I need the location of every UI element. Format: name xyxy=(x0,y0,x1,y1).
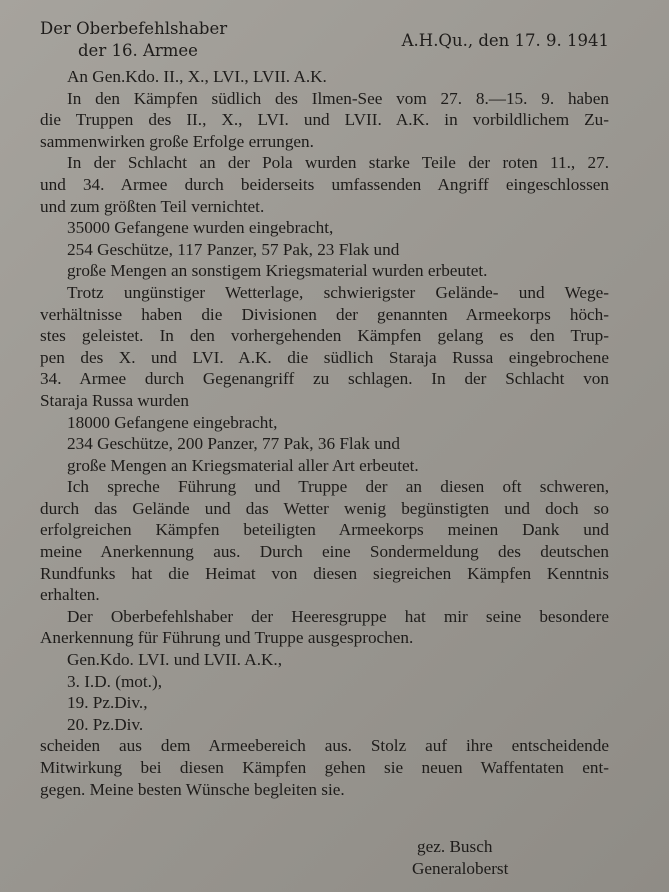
letter-body xyxy=(40,66,609,800)
text-line: In den Kämpfen südlich des Ilmen-See vom 27. 8.—15. 9. haben xyxy=(67,88,609,108)
text-line: 19. Pz.Div., xyxy=(67,693,148,713)
text-line: Gen.Kdo. LVI. und LVII. A.K., xyxy=(67,650,282,670)
text-line: stes geleistet. In den vorhergehenden Kämpfen gelang es den Trup- xyxy=(40,326,609,346)
letter-header xyxy=(40,18,609,66)
text-line: und 34. Armee durch beiderseits umfassenden Angriff eingeschlossen xyxy=(40,174,609,194)
text-line: große Mengen an Kriegsmaterial aller Art erbeutet. xyxy=(67,455,419,475)
text-line: die Truppen des II., X., LVI. und LVII. A.K. in vorbildlichem Zu- xyxy=(40,110,609,130)
text-line: meine Anerkennung aus. Durch eine Sondermeldung des deutschen xyxy=(40,542,609,562)
text-line: erhalten. xyxy=(40,585,100,605)
text-line: Anerkennung für Führung und Truppe ausgesprochen. xyxy=(40,628,414,648)
text-line: 34. Armee durch Gegenangriff zu schlagen. In der Schlacht von xyxy=(40,369,609,389)
signature-name: gez. Busch xyxy=(417,837,493,856)
text-line: 234 Geschütze, 200 Panzer, 77 Pak, 36 Flak und xyxy=(67,434,400,454)
dateline: A.H.Qu., den 17. 9. 1941 xyxy=(401,31,609,50)
text-line: 35000 Gefangene wurden eingebracht, xyxy=(67,218,334,238)
signature-block xyxy=(412,836,508,879)
text-line: und zum größten Teil vernichtet. xyxy=(40,196,265,216)
text-line: Mitwirkung bei diesen Kämpfen gehen sie neuen Waffentaten ent- xyxy=(40,758,609,777)
text-line: Der Oberbefehlshaber der Heeresgruppe hat mir seine besondere xyxy=(67,606,609,626)
sender-title: Der Oberbefehlshaber xyxy=(40,19,228,38)
text-line: durch das Gelände und das Wetter wenig begünstigten und doch so xyxy=(40,498,609,518)
sender-block xyxy=(40,18,300,62)
sender-unit: der 16. Armee xyxy=(78,41,198,60)
text-line: 18000 Gefangene eingebracht, xyxy=(67,412,278,432)
text-line: 20. Pz.Div. xyxy=(67,714,144,734)
text-line: Staraja Russa wurden xyxy=(40,390,189,410)
signature-rank: Generaloberst xyxy=(412,858,509,878)
text-line: Ich spreche Führung und Truppe der an diesen oft schweren, xyxy=(67,477,609,497)
text-line: sammenwirken große Erfolge errungen. xyxy=(40,131,314,151)
text-line: 3. I.D. (mot.), xyxy=(67,671,162,691)
text-line: An Gen.Kdo. II., X., LVI., LVII. A.K. xyxy=(67,67,327,86)
text-line: pen des X. und LVI. A.K. die südlich Staraja Russa eingebrochene xyxy=(40,347,609,367)
text-line: verhältnisse haben die Divisionen der genannten Armeekorps höch- xyxy=(40,304,609,324)
text-line: große Mengen an sonstigem Kriegsmaterial wurden erbeutet. xyxy=(67,261,488,281)
text-line: scheiden aus dem Armeebereich aus. Stolz auf ihre entscheidende xyxy=(40,736,609,756)
text-line: erfolgreichen Kämpfen beteiligten Armeekorps meinen Dank und xyxy=(40,520,609,540)
text-line: Rundfunks hat die Heimat von diesen siegreichen Kämpfen Kenntnis xyxy=(40,563,609,583)
text-line: In der Schlacht an der Pola wurden starke Teile der roten 11., 27. xyxy=(67,153,609,173)
text-line: Trotz ungünstiger Wetterlage, schwierigster Gelände- und Wege- xyxy=(67,282,609,302)
text-line: 254 Geschütze, 117 Panzer, 57 Pak, 23 Flak und xyxy=(67,239,400,259)
text-line: gegen. Meine besten Wünsche begleiten sie. xyxy=(40,779,345,799)
